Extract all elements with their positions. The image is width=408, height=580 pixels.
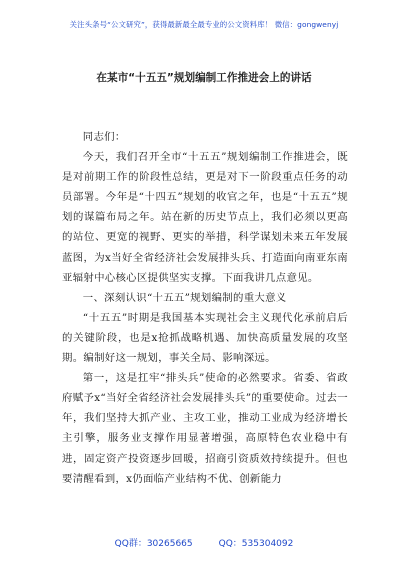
paragraph-first-point: 第一，这是扛牢“排头兵”使命的必然要求。省委、省政府赋予x“当好全省经济社会发展排头兵”的重要使命。过去一年，我们坚持大抓产业、主攻工业，推动工业成为经济增长主引擎，服务业支撑作用显著增强，高原特色农业稳中有进，固定资产投资逐步回暖，招商引资质效持续提升。但也要清醒看到，x仍面临产业结构不优、创新能力 <box>62 372 348 485</box>
document-body <box>62 127 348 489</box>
footer-qq: QQ：535304092 <box>218 539 294 549</box>
header-note: 关注头条号“公文研究”，获得最新最全最专业的公文资料库！ 微信：gongwenyj <box>69 20 339 29</box>
footer-contact <box>0 536 408 549</box>
salutation: 同志们： <box>82 131 126 143</box>
document-title: 在某市“十五五”规划编制工作推进会上的讲话 <box>96 72 312 84</box>
paragraph-intro: 今天，我们召开全市“十五五”规划编制工作推进会，既是对前期工作的阶段性总结，更是对下一阶段重点任务的动员部署。今年是“十四五”规划的收官之年，也是“十五五”规划的谋篇布局之年。站在新的历史节点上，我们必须以更高的站位、更宽的视野、更实的举措，科学谋划未来五年发展蓝图，为x当好全省经济社会发展排头兵、打造面向南亚东南亚辐射中心核心区提供坚实支撑。下面我讲几点意见。 <box>62 151 348 284</box>
footer-qq-group: QQ群：30265665 <box>114 539 193 549</box>
section-heading: 一、深刻认识“十五五”规划编制的重大意义 <box>82 291 287 304</box>
paragraph-significance: “十五五”时期是我国基本实现社会主义现代化承前启后的关键阶段，也是x抢抓战略机遇、加快高质量发展的攻坚期。编制好这一规划，事关全局、影响深远。 <box>62 311 348 365</box>
